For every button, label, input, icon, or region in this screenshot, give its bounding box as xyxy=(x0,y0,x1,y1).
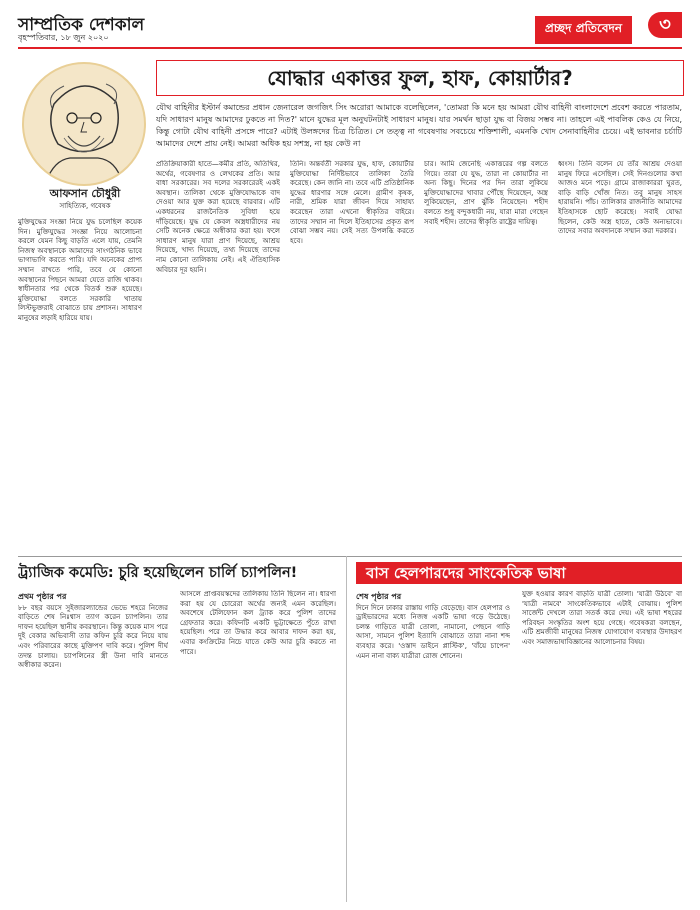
paragraph: তিনি। অন্তর্বর্তী সরকার যুদ্ধ, হাফ, কোয়ার্টার মুক্তিযোদ্ধা নির্দিষ্টভাবে তালিকা তৈরি করেছে। কেন জানি না। তবে এটি প্রতিষ্ঠানিক যুদ্ধের ধারণার সঙ্গে মেলে। গ্রামীণ কৃষক, নারী, শ্রমিক যারা জীবন দিয়ে সাহায্য করেছেন তারা এখনো স্বীকৃতির বাইরে। তাদের সম্মান না দিলে ইতিহাসের প্রকৃত রূপ বোঝা সম্ভব নয়। সেই সত্য উপলব্ধি করতে হবে। xyxy=(290,160,414,245)
column-rule xyxy=(346,556,347,902)
top-story-headline: যোদ্ধার একাত্তর ফুল, হাফ, কোয়ার্টার? xyxy=(156,60,684,96)
chaplin-story-headline: ট্র্যাজিক কমেডি: চুরি হয়েছিলেন চার্লি চ্যাপলিন! xyxy=(18,565,298,581)
top-story-column-4 xyxy=(424,160,548,550)
paragraph: চার। আমি জেনেছি একাত্তরের গল্প বলতে গিয়ে। তারা যে যুদ্ধ, তারা না কোয়ার্টার না অন্য কিছু। দিনের পর দিন তারা লুকিয়ে মুক্তিযোদ্ধাদের খাবার পৌঁছে দিয়েছেন, অস্ত্র লুকিয়েছেন, প্রাণ ঝুঁকি নিয়েছেন। শহীদ বলতে শুধু বন্দুকধারী নয়, যারা মারা গেছেন সবাই শহীদ। তাদের স্বীকৃতি রাষ্ট্রের দায়িত্ব। xyxy=(424,160,548,226)
newspaper-name: সাম্প্রতিক দেশকাল xyxy=(18,15,145,35)
bus-column-1 xyxy=(356,590,510,902)
chaplin-column-2 xyxy=(180,590,336,902)
author-sketch-icon xyxy=(24,64,144,184)
masthead xyxy=(18,12,682,44)
top-story-column-2 xyxy=(156,160,280,550)
kicker: শেষ পৃষ্ঠার পর xyxy=(356,592,402,601)
top-story-column-5 xyxy=(558,160,682,550)
header-rule xyxy=(18,47,682,49)
page-number: ৩ xyxy=(648,12,682,38)
author-portrait xyxy=(22,62,146,186)
kicker: প্রথম পৃষ্ঠার পর xyxy=(18,592,67,601)
top-story-column-3 xyxy=(290,160,414,550)
section-label: প্রচ্ছদ প্রতিবেদন xyxy=(535,16,632,44)
paragraph: ৮৮ বছর বয়সে সুইজারল্যান্ডের ভেভে শহরে নিজের বাড়িতে শেষ নিঃশ্বাস ত্যাগ করেন চ্যাপলিন। তার দাফন হয়েছিল স্থানীয় কবরস্থানে। কিন্তু কয়েক মাস পরে দুই বেকার অভিবাসী তার কফিন চুরি করে নিয়ে যায় এবং পরিবারের কাছে মুক্তিপণ দাবি করে। পুলিশ দীর্ঘ তদন্ত চালায়। চ্যাপলিনের স্ত্রী উনা দাবি মানতে অস্বীকার করেন। xyxy=(18,603,168,670)
paragraph: প্রতিক্রিয়াকারী হাতে—কর্মীর প্রতি, অতিথির, অর্থের, গবেষণার ও লেখকের প্রতি। আর বাধা সরকারের। সব দলের সরকারেরই একই অবস্থান। তালিকা থেকে মুক্তিযোদ্ধাকে বাদ দেওয়া আর যুক্ত করা হয়েছে বারবার। এটি একধরনের রাজনৈতিক সুবিধা হয়ে দাঁড়িয়েছে। যুদ্ধ যে কেবল অস্ত্রধারীদের নয় সেটি অনেক ক্ষেত্রে অস্বীকার করা হয়। ফলে সাধারণ মানুষ যারা প্রাণ দিয়েছে, আশ্রয় দিয়েছে, খাদ্য দিয়েছে, তথ্য দিয়েছে তাদের নাম কোনো তালিকায় নেই। এই ঐতিহাসিক অবিচার দূর হয়নি। xyxy=(156,160,280,274)
section-divider xyxy=(18,556,682,557)
author-name: আফসান চৌধুরী xyxy=(49,187,121,200)
paragraph: ধ্বংস। তিনি বলেন যে তাঁর আশ্রয় দেওয়া মানুষ ফিরে এসেছিল। সেই দিনগুলোর কথা আজও মনে পড়ে। গ্রামে রাজাকাররা ঘুরত, বাড়ি বাড়ি খোঁজ নিত। তবু মানুষ সাহস হারায়নি। পাঁচ। তালিকার রাজনীতি আমাদের ইতিহাসকে ছোট করেছে। সবাই যোদ্ধা ছিলেন, কেউ অস্ত্র হাতে, কেউ অন্যভাবে। তাদের সবার অবদানকে সম্মান করা দরকার। xyxy=(558,160,682,236)
top-story-intro: যৌথ বাহিনীর ইস্টার্ন কমান্ডের প্রধান জেনারেল জগজিৎ সিং অরোরা আমাকে বলেছিলেন, 'তোমরা কি মনে হয় আমরা যৌথ বাহিনী বাংলাদেশে প্রবেশ করতে পারতাম, যদি সাধারণ মানুষ আমাদের ঢুকতে না দিত?' মানে যুদ্ধের মূল অনুঘটনটাই সাধারণ মানুষ। যার সমর্থন ছাড়া যুদ্ধ বা বিজয় সম্ভব না। তাহলে এই পাবলিক কেও যে নিয়ে, কিন্তু গোটা যৌথ বাহিনী প্রসঙ্গে পারে? এটাই উলঙ্গদের চিত্র চিত্রিত। সে তত্ত্ব না গবেষণায় সবচেয়ে শক্তিশালী, এমনকি খোদ সেনাবাহিনীর চেয়ে। এই ভাবনার চর্চাটি আমাদের দেশে প্রায় নেই। আমরা অধিক হয় সশস্ত্র, না হয় কেউ না xyxy=(156,103,682,148)
paragraph: মুক্তিযুদ্ধের সংজ্ঞা নিয়ে যুদ্ধ চলেছিল কয়েক দিন। মুক্তিযুদ্ধের সংজ্ঞা নিয়ে আলোচনা করলে যেমন কিছু বাড়তি এলে যায়, তেমনি নিজস্ব অবস্থানকে আমাদের সাংগঠনিক ভাবে ভাগাভাগি করতে পারি। যদি অনেকের প্রাপ্য সম্মান রাখতে পারি, তবে যে কোনো অবস্থানের পিছনে আমরা যেতে রাজি থাকব। স্বাধীনতার পর থেকে বিতর্ক শুরু হয়েছে। মুক্তিযোদ্ধা বলতে সরকারি খাতায় লিস্টভুক্তরাই বোঝাতে চায় প্রশাসন। সাধারণ মানুষের লড়াই হারিয়ে যায়। xyxy=(18,218,142,322)
top-story-column-1 xyxy=(18,218,142,550)
bus-column-2 xyxy=(522,590,682,902)
paragraph: দিনে দিনে ঢাকার রাস্তায় গাড়ি বেড়েছে। বাস হেলপার ও ড্রাইভারদের মধ্যে নিজস্ব একটি ভাষা গড়ে উঠেছে। চলন্ত গাড়িতে যাত্রী তোলা, নামানো, পেছনে গাড়ি আসা, সামনে পুলিশ ইত্যাদি বোঝাতে তারা নানা শব্দ ব্যবহার করে। 'ওস্তাদ ডাইনে প্লাস্টিক', 'বাঁয়ে চাপেন' এমন নানা বাক্য যাত্রীরা রোজ শোনেন। xyxy=(356,603,510,660)
author-role: সাহিত্যিক, গবেষক xyxy=(59,202,111,210)
chaplin-column-1 xyxy=(18,590,168,902)
paragraph: যুক্ত হওয়ার কারণ বাড়তি যাত্রী তোলা। 'যাত্রী উঠবে' বা 'যাত্রী নামবে' সাংকেতিকভাবে এটাই বোঝায়। পুলিশ সার্জেন্ট দেখলে তারা সতর্ক করে দেয়। এই ভাষা শহরের পরিবহন সংস্কৃতির অংশ হয়ে গেছে। গবেষকরা বলছেন, এটি শ্রমজীবী মানুষের নিজস্ব যোগাযোগ ব্যবস্থার উদাহরণ এবং সমাজভাষাবিজ্ঞানের আলোচনার বিষয়। xyxy=(522,590,682,646)
issue-date: বৃহস্পতিবার, ১৮ জুন ২০২০ xyxy=(18,33,109,42)
paragraph: আসলে প্রাপ্তবয়স্কদের তালিকায় তিনি ছিলেন না। ধারণা করা হয় যে চোরেরা অর্থের জন্যই এমন করেছিল। অবশেষে টেলিফোন কল ট্র্যাক করে পুলিশ তাদের গ্রেফতার করে। কফিনটি একটি ভুট্টাক্ষেতে পুঁতে রাখা হয়েছিল। পরে তা উদ্ধার করে আবার দাফন করা হয়, এবার কংক্রিটের নিচে যাতে কেউ আর চুরি করতে না পারে। xyxy=(180,590,336,656)
bus-story-headline: বাস হেলপারদের সাংকেতিক ভাষা xyxy=(356,562,682,584)
